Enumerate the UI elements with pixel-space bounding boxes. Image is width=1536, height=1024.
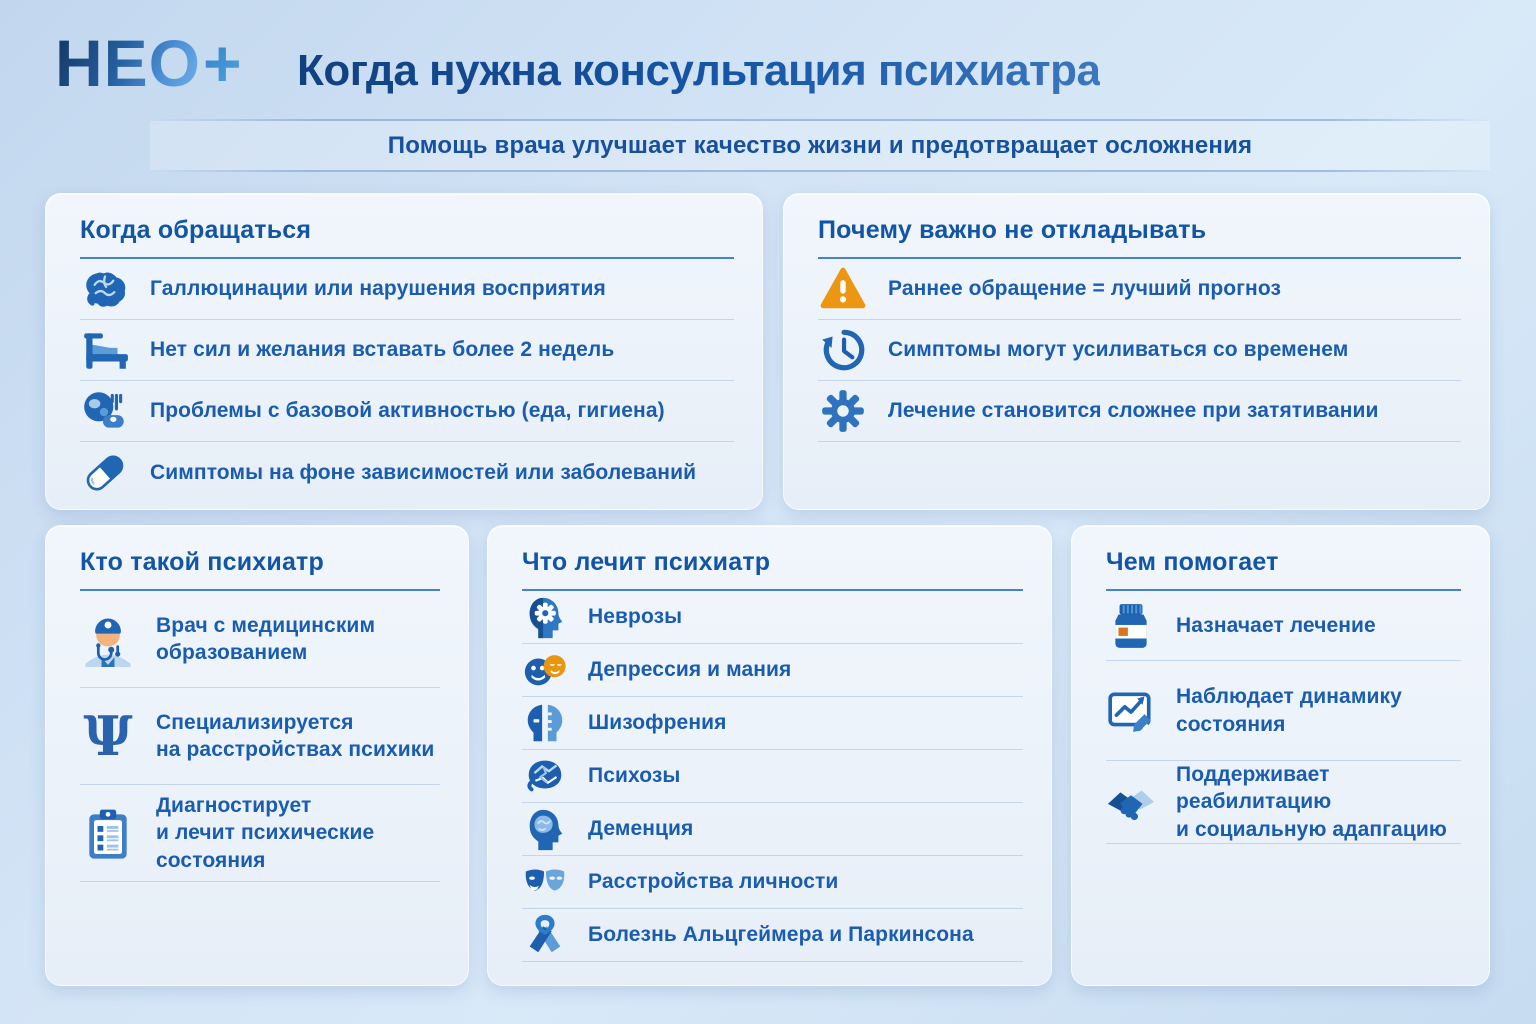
list-item [522,856,1023,909]
card-how-helps [1071,525,1490,986]
list-item [1106,591,1461,661]
card-title: Что лечит психиатр [522,548,1023,591]
item-label: Расстройства личности [588,870,839,894]
page-subtitle: Помощь врача улучшает качество жизни и предотвращает осложнения [387,131,1253,159]
item-label: Депрессия и мания [588,658,792,682]
split-head-icon [522,700,568,746]
meal-icon [80,386,130,436]
card-title: Чем помогает [1106,548,1461,591]
item-label: Шизофрения [588,711,727,735]
item-label: Нет сил и желания вставать более 2 недель [150,338,615,362]
item-label: Наблюдает динамику состояния [1176,685,1402,736]
doctor-icon [80,611,136,667]
list-item [522,909,1023,962]
card-title: Почему важно не откладывать [818,216,1461,259]
item-label: Проблемы с базовой активностью (еда, гигиена) [150,399,665,423]
card-when-to-seek [45,193,763,510]
item-label: Назначает лечение [1176,613,1376,637]
head-brain-icon [522,806,568,852]
list-item [80,785,440,882]
logo-plus-icon: + [203,26,243,100]
clipboard-icon [80,805,136,861]
subtitle-divider [150,170,1490,172]
card-title: Когда обращаться [80,216,734,259]
masks-icon [522,859,568,905]
list-item [80,688,440,785]
item-label: Болезнь Альцгеймера и Паркинсона [588,923,974,947]
list-item [522,803,1023,856]
item-label: Лечение становится сложнее при затятивании [888,399,1379,423]
list-item [522,591,1023,644]
subtitle-band [150,121,1490,170]
page-title: Когда нужна консультация психиатра [297,46,1101,95]
item-label: Деменция [588,817,694,841]
handshake-icon [1106,777,1156,827]
bed-icon [80,325,130,375]
list-item [818,259,1461,320]
card-title: Кто такой психиатр [80,548,440,591]
item-label: Симптомы на фоне зависимостей или заболеваний [150,460,697,484]
card-what-treats [487,525,1052,986]
ribbon-icon [522,912,568,958]
item-label: Диагностирует и лечит психические состояния [156,794,375,872]
item-label: Раннее обращение = лучший прогноз [888,277,1282,301]
list-item [818,320,1461,381]
list-item [1106,661,1461,761]
list-item [818,381,1461,442]
psi-icon: Ψ [83,704,133,768]
list-item [1106,761,1461,844]
warning-icon [818,264,868,314]
gear-icon [818,386,868,436]
list-item [522,750,1023,803]
item-label: Поддерживает реабилитацию и социальную адапгацию [1176,763,1447,841]
list-item [522,644,1023,697]
item-label: Галлюцинации или нарушения восприятия [150,277,606,301]
logo [55,26,243,100]
item-label: Врач с медицинским образованием [156,613,376,664]
head-gear-icon [522,594,568,640]
list-item [80,259,734,320]
faces-icon [522,647,568,693]
card-who-is-psychiatrist [45,525,469,986]
item-label: Психозы [588,764,681,788]
list-item [80,591,440,688]
list-item [522,697,1023,750]
medicine-bottle-icon [1106,601,1156,651]
item-label: Специализируется на расстройствах психики [156,710,435,761]
logo-text: НЕО [55,26,202,100]
item-label: Неврозы [588,605,683,629]
list-item [80,381,734,442]
brain-icon [80,264,130,314]
pill-icon [80,448,130,498]
brain-crack-icon [522,753,568,799]
list-item [80,320,734,381]
item-label: Симптомы могут усиливаться со временем [888,338,1349,362]
history-clock-icon [818,325,868,375]
card-why-not-delay [783,193,1490,510]
list-item [80,442,734,503]
chart-icon [1106,686,1156,736]
